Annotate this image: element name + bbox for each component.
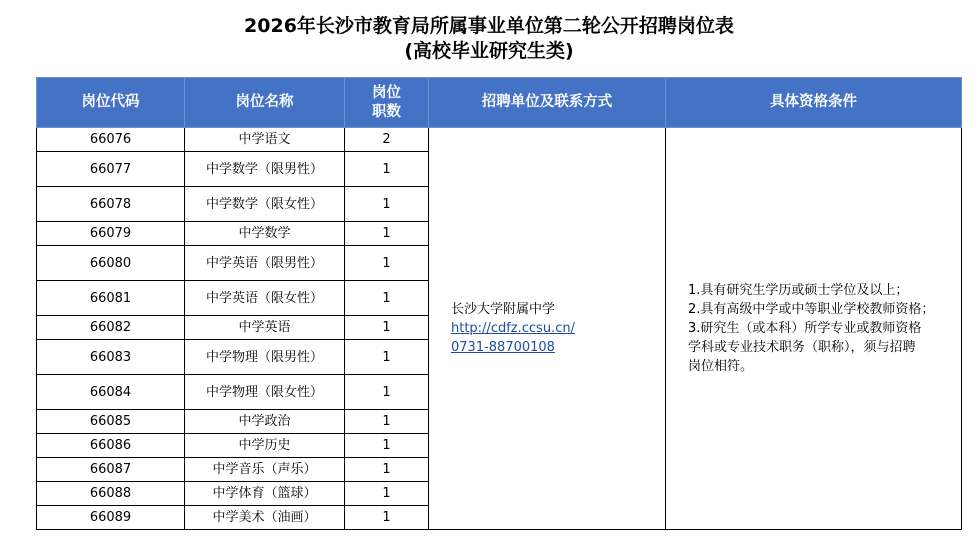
cell-code: 66082: [37, 316, 185, 340]
header-count-line1: 岗位: [372, 84, 401, 101]
cell-count: 1: [345, 316, 429, 340]
requirement-line: 岗位相符。: [688, 359, 754, 374]
cell-code: 66078: [37, 187, 185, 222]
cell-name: 中学数学（限男性）: [185, 152, 345, 187]
cell-code: 66085: [37, 410, 185, 434]
header-requirements: 具体资格条件: [666, 78, 962, 128]
cell-count: 1: [345, 458, 429, 482]
cell-count: 1: [345, 222, 429, 246]
cell-count: 1: [345, 482, 429, 506]
unit-url-link[interactable]: http://cdfz.ccsu.cn/: [451, 321, 575, 336]
cell-name: 中学英语（限男性）: [185, 246, 345, 281]
requirement-line: 2.具有高级中学或中等职业学校教师资格；: [688, 302, 935, 317]
cell-name: 中学英语: [185, 316, 345, 340]
cell-code: 66079: [37, 222, 185, 246]
cell-name: 中学语文: [185, 128, 345, 152]
header-code: 岗位代码: [37, 78, 185, 128]
cell-name: 中学数学（限女性）: [185, 187, 345, 222]
cell-count: 2: [345, 128, 429, 152]
positions-table: [36, 77, 962, 530]
cell-name: 中学英语（限女性）: [185, 281, 345, 316]
cell-code: 66084: [37, 375, 185, 410]
cell-code: 66089: [37, 506, 185, 530]
cell-count: 1: [345, 246, 429, 281]
cell-name: 中学体育（篮球）: [185, 482, 345, 506]
cell-code: 66086: [37, 434, 185, 458]
cell-code: 66081: [37, 281, 185, 316]
cell-name: 中学数学: [185, 222, 345, 246]
cell-name: 中学政治: [185, 410, 345, 434]
cell-count: 1: [345, 281, 429, 316]
cell-count: 1: [345, 506, 429, 530]
cell-count: 1: [345, 187, 429, 222]
cell-count: 1: [345, 410, 429, 434]
requirement-line: 3.研究生（或本科）所学专业或教师资格: [688, 321, 922, 336]
unit-phone-link[interactable]: 0731-88700108: [451, 340, 555, 355]
unit-name: 长沙大学附属中学: [451, 302, 556, 317]
cell-code: 66088: [37, 482, 185, 506]
header-name: 岗位名称: [185, 78, 345, 128]
cell-code: 66087: [37, 458, 185, 482]
cell-code: 66077: [37, 152, 185, 187]
cell-count: 1: [345, 340, 429, 375]
cell-name: 中学历史: [185, 434, 345, 458]
requirements-cell: [666, 128, 962, 530]
header-count-line2: 职数: [372, 103, 401, 120]
contact-cell: [429, 128, 666, 530]
table-row: [37, 128, 962, 152]
cell-count: 1: [345, 434, 429, 458]
cell-name: 中学物理（限女性）: [185, 375, 345, 410]
cell-count: 1: [345, 152, 429, 187]
page-subtitle: (高校毕业研究生类): [404, 40, 574, 62]
requirement-line: 1.具有研究生学历或硕士学位及以上；: [688, 283, 909, 298]
header-unit: 招聘单位及联系方式: [429, 78, 666, 128]
page-title: 2026年长沙市教育局所属事业单位第二轮公开招聘岗位表: [244, 15, 734, 37]
cell-code: 66080: [37, 246, 185, 281]
cell-name: 中学物理（限男性）: [185, 340, 345, 375]
cell-name: 中学音乐（声乐）: [185, 458, 345, 482]
cell-count: 1: [345, 375, 429, 410]
cell-code: 66083: [37, 340, 185, 375]
table-header-row: [37, 78, 962, 128]
requirement-line: 学科或专业技术职务（职称），须与招聘: [688, 340, 916, 355]
header-count: [345, 78, 429, 128]
cell-code: 66076: [37, 128, 185, 152]
cell-name: 中学美术（油画）: [185, 506, 345, 530]
